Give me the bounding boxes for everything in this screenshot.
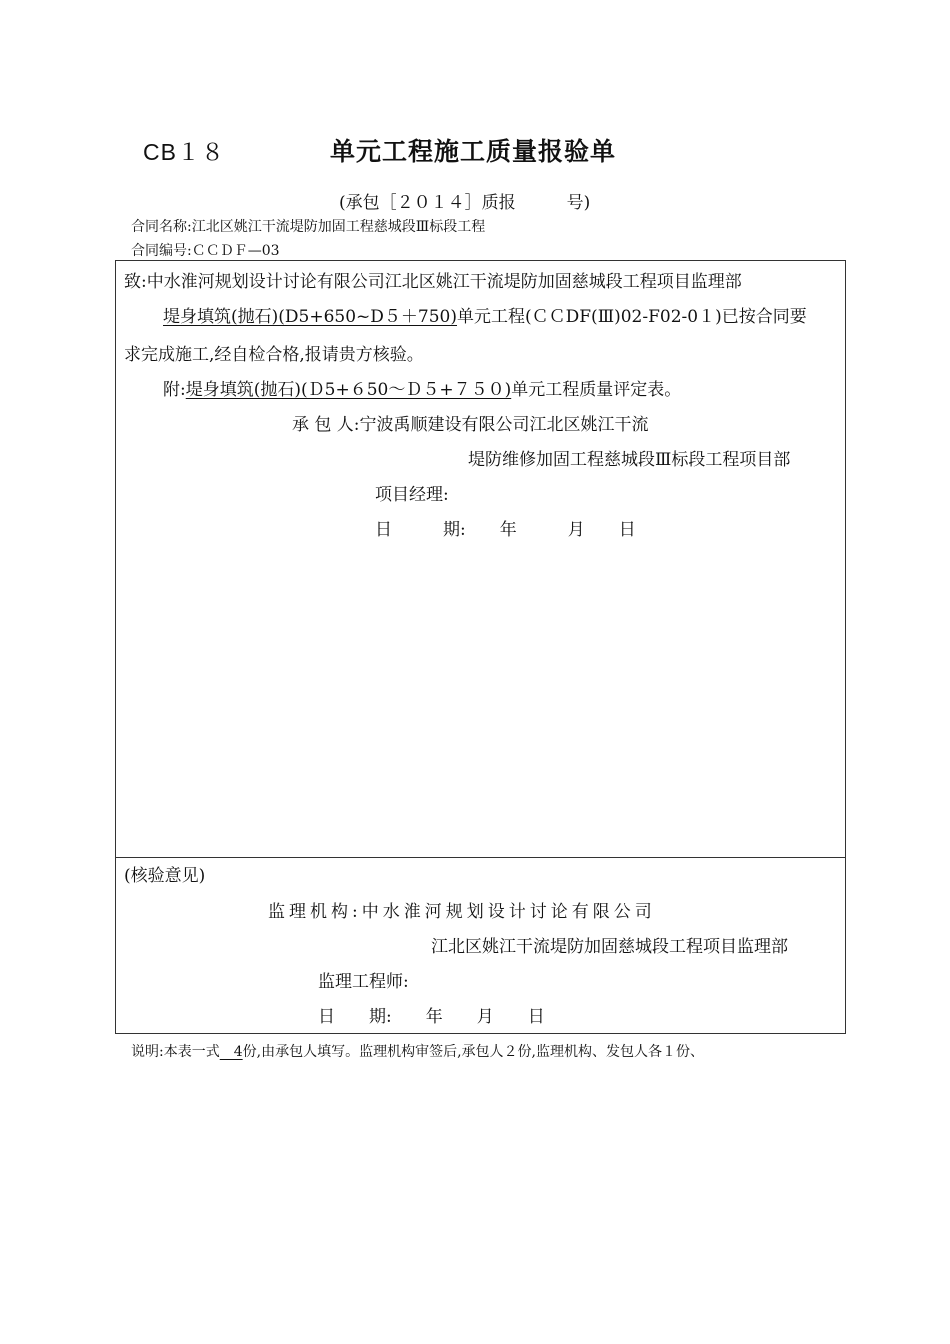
project-manager-label: 项目经理: — [375, 485, 449, 505]
unit-line-continued: 求完成施工,经自检合格,报请贵方核验。 — [124, 345, 424, 365]
supervisor-department: 江北区姚江干流堤防加固慈城段工程项目监理部 — [431, 937, 788, 957]
attachment-name: 堤身填筑(抛石)(Ｄ5+６50～Ｄ５+７５０) — [185, 380, 512, 400]
supervisor-org: 监理机构:中水淮河规划设计讨论有限公司 — [268, 902, 656, 922]
supervising-engineer-label: 监理工程师: — [318, 972, 409, 992]
review-heading: (核验意见) — [124, 866, 206, 886]
note-suffix: 份,由承包人填写。监理机构审签后,承包人２份,监理机构、发包人各１份、 — [242, 1044, 704, 1060]
form-table — [115, 260, 846, 1034]
unit-line — [163, 302, 807, 327]
attachment-suffix: 单元工程质量评定表。 — [511, 380, 682, 400]
note-prefix: 说明:本表一式 — [131, 1044, 220, 1060]
attachment-prefix: 附: — [163, 380, 186, 400]
contractor-date: 日 期: 年 月 日 — [375, 520, 636, 540]
addressee-line: 致:中水淮河规划设计讨论有限公司江北区姚江干流堤防加固慈城段工程项目监理部 — [124, 272, 742, 292]
attachment-line — [163, 375, 681, 400]
contractor-label: 承 包 人:宁波禹顺建设有限公司江北区姚江干流 — [292, 415, 649, 435]
unit-name: 堤身填筑(抛石)(D5+650~D５＋750) — [163, 307, 457, 327]
contract-name: 合同名称:江北区姚江干流堤防加固工程慈城段Ⅲ标段工程 — [131, 219, 486, 235]
contractor-department: 堤防维修加固工程慈城段Ⅲ标段工程项目部 — [468, 450, 791, 470]
footer-note — [131, 1041, 704, 1061]
section-divider — [116, 857, 845, 858]
unit-line-rest: 单元工程(ＣＣDF(Ⅲ)02-F02-0１)已按合同要 — [457, 307, 807, 327]
contract-number: 合同编号:ＣＣＤＦ—03 — [131, 243, 280, 259]
form-code: CB１８ — [143, 139, 225, 165]
report-number: (承包［２０１４］质报 号) — [339, 193, 591, 213]
review-date: 日 期: 年 月 日 — [318, 1007, 545, 1027]
page-title: 单元工程施工质量报验单 — [330, 137, 617, 166]
copies-count: 4 — [219, 1044, 243, 1060]
